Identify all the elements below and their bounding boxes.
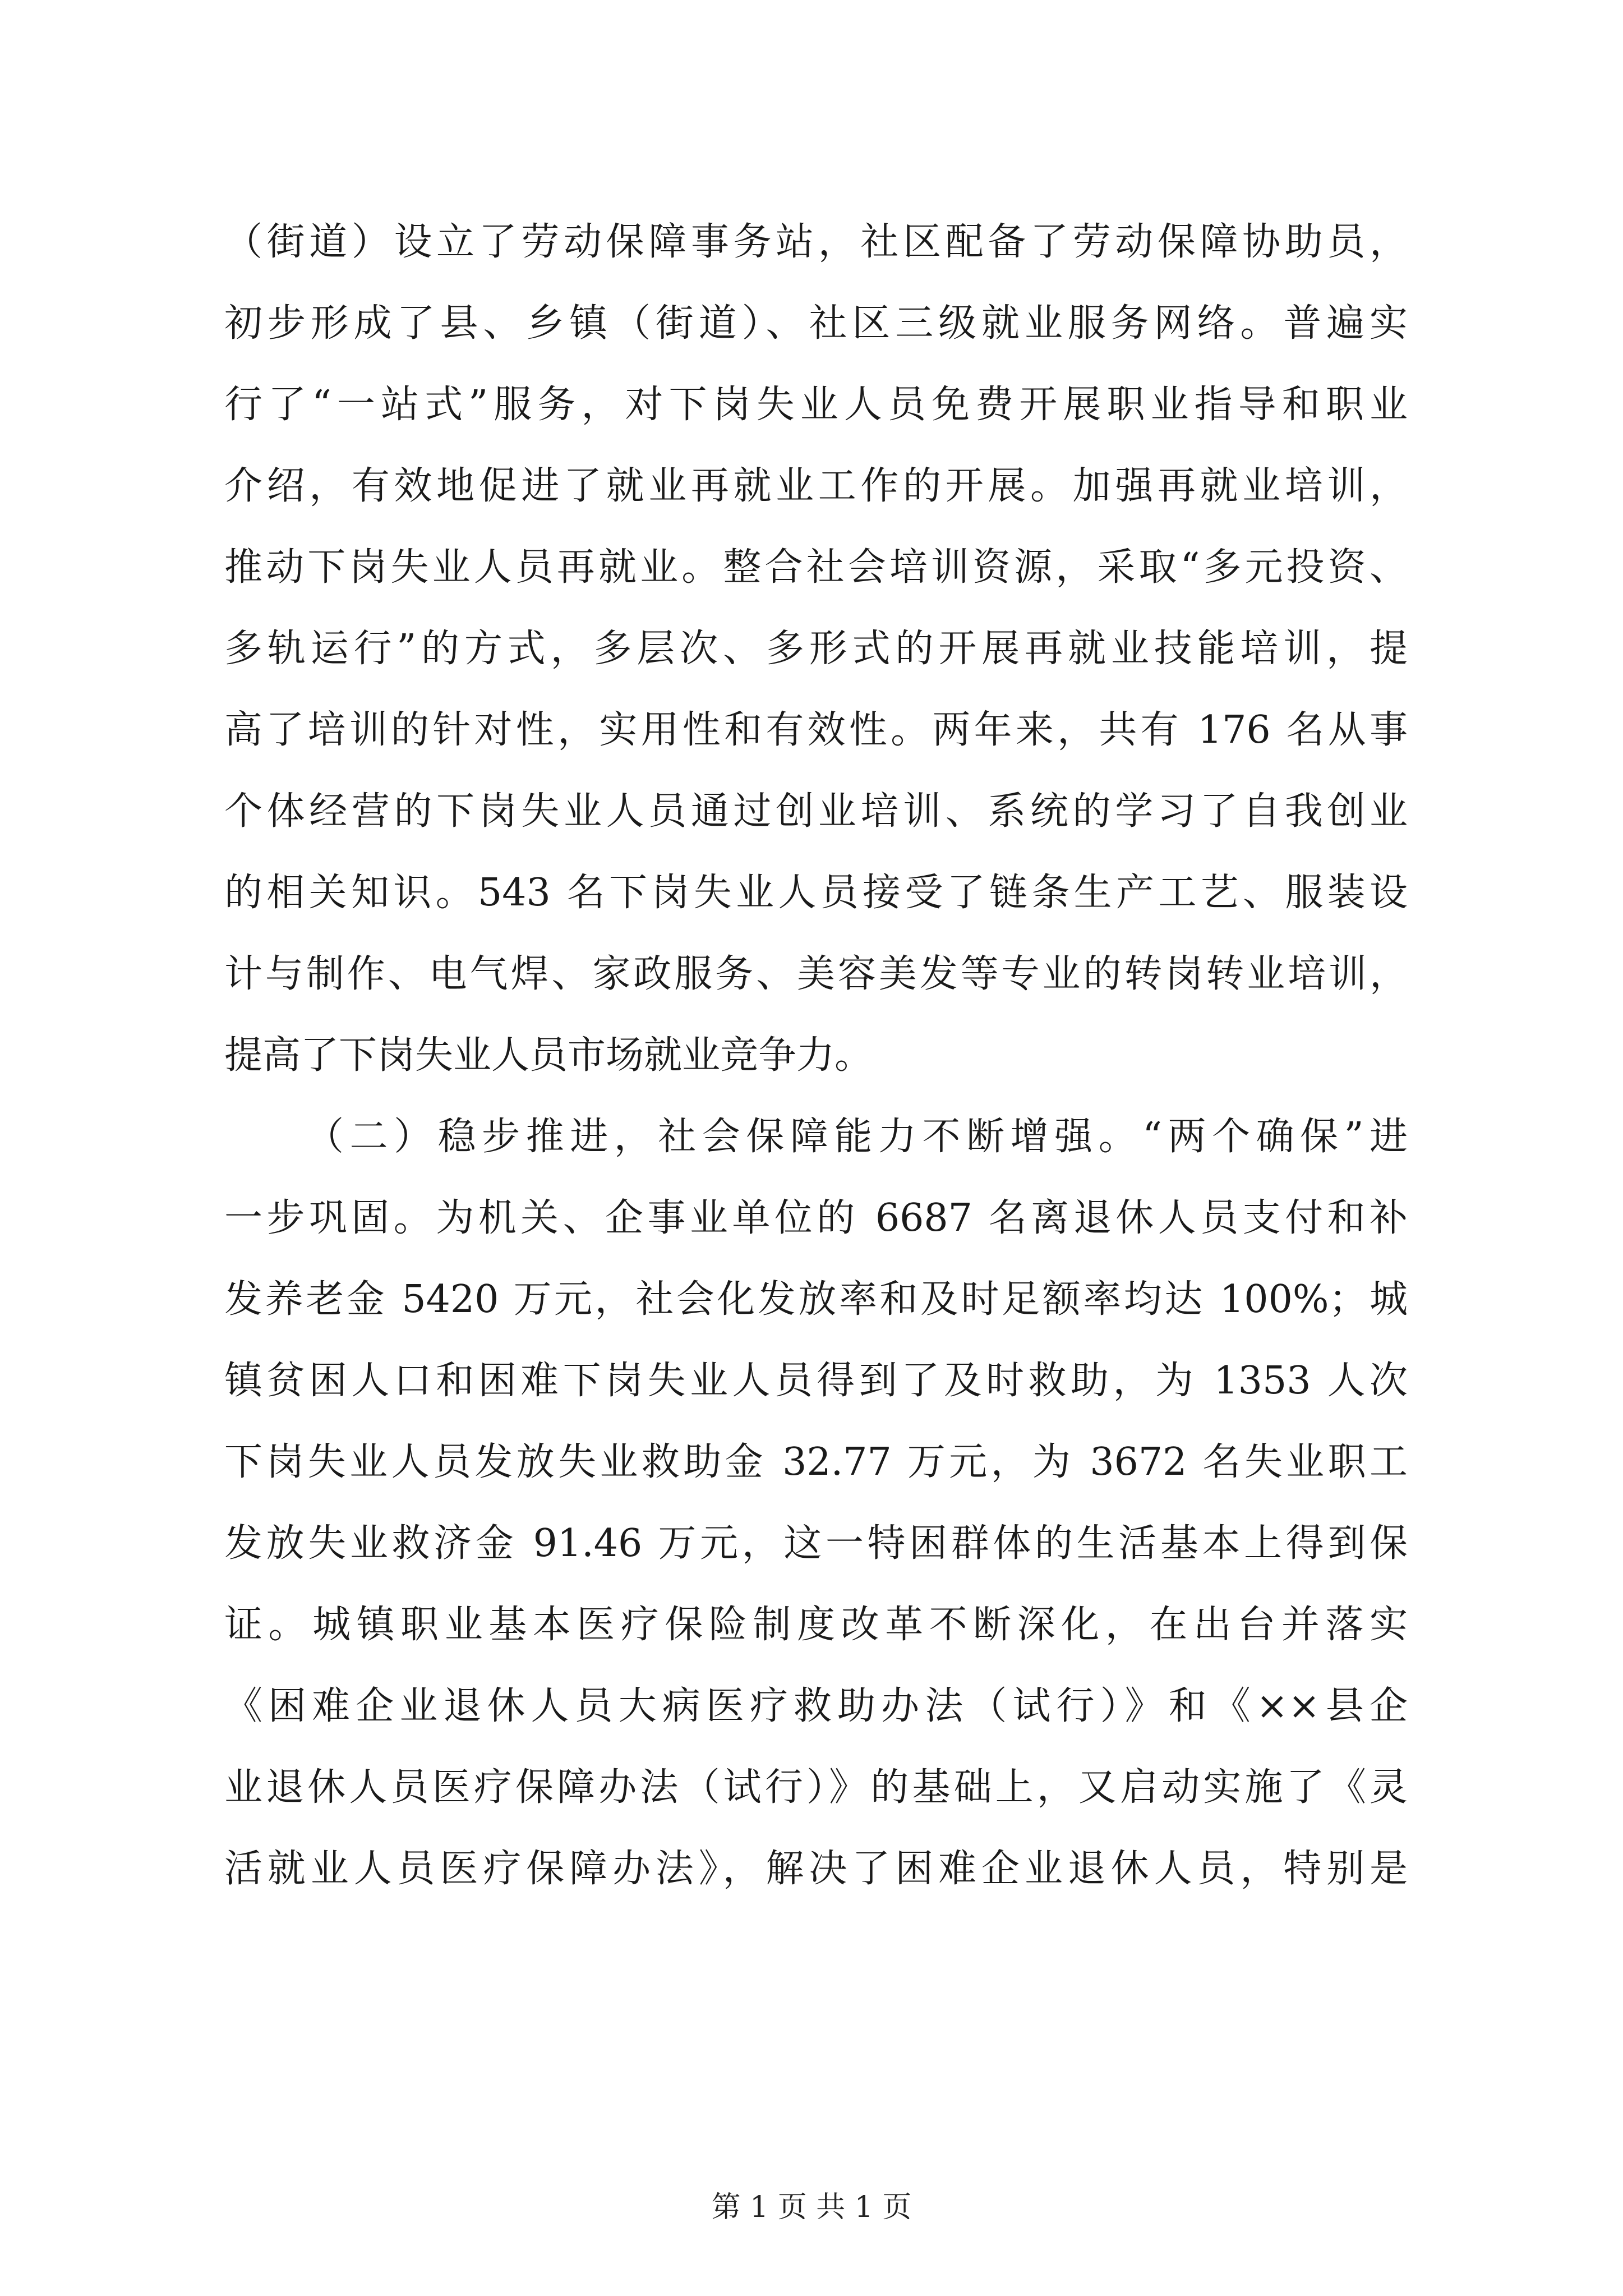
text-line: 多轨运行”的方式，多层次、多形式的开展再就业技能培训，提 <box>224 627 1408 671</box>
text-line: 发放失业救济金 91.46 万元，这一特困群体的生活基本上得到保 <box>224 1521 1408 1566</box>
text-line: 计与制作、电气焊、家政服务、美容美发等专业的转岗转业培训， <box>224 952 1408 996</box>
text-line: 一步巩固。为机关、企事业单位的 6687 名离退休人员支付和补 <box>224 1196 1408 1240</box>
text-line: 高了培训的针对性，实用性和有效性。两年来，共有 176 名从事 <box>224 708 1408 752</box>
text-line: 《困难企业退休人员大病医疗救助办法（试行）》和《××县企 <box>224 1684 1408 1728</box>
text-line: 业退休人员医疗保障办法（试行）》的基础上，又启动实施了《灵 <box>224 1765 1408 1810</box>
text-line: 初步形成了县、乡镇（街道）、社区三级就业服务网络。普遍实 <box>224 301 1408 346</box>
text-line: 的相关知识。543 名下岗失业人员接受了链条生产工艺、服装设 <box>224 871 1408 915</box>
text-line: 活就业人员医疗保障办法》，解决了困难企业退休人员，特别是 <box>224 1847 1408 1891</box>
text-line: 行了“一站式”服务，对下岗失业人员免费开展职业指导和职业 <box>224 383 1408 427</box>
text-line: 推动下岗失业人员再就业。整合社会培训资源，采取“多元投资、 <box>224 545 1408 590</box>
text-line: 个体经营的下岗失业人员通过创业培训、系统的学习了自我创业 <box>224 789 1408 834</box>
text-line: 提高了下岗失业人员市场就业竞争力。 <box>224 1033 873 1078</box>
section-heading-line: （二）稳步推进，社会保障能力不断增强。“两个确保”进 <box>306 1115 1408 1159</box>
text-line: 下岗失业人员发放失业救助金 32.77 万元，为 3672 名失业职工 <box>224 1440 1408 1484</box>
text-line: 镇贫困人口和困难下岗失业人员得到了及时救助，为 1353 人次 <box>224 1359 1408 1403</box>
text-line: （街道）设立了劳动保障事务站，社区配备了劳动保障协助员， <box>224 220 1408 264</box>
text-line: 证。城镇职业基本医疗保险制度改革不断深化，在出台并落实 <box>224 1603 1408 1647</box>
text-line: 发养老金 5420 万元，社会化发放率和及时足额率均达 100%；城 <box>224 1277 1408 1322</box>
page-number-footer: 第 1 页 共 1 页 <box>711 2191 912 2224</box>
text-line: 介绍，有效地促进了就业再就业工作的开展。加强再就业培训， <box>224 464 1408 508</box>
